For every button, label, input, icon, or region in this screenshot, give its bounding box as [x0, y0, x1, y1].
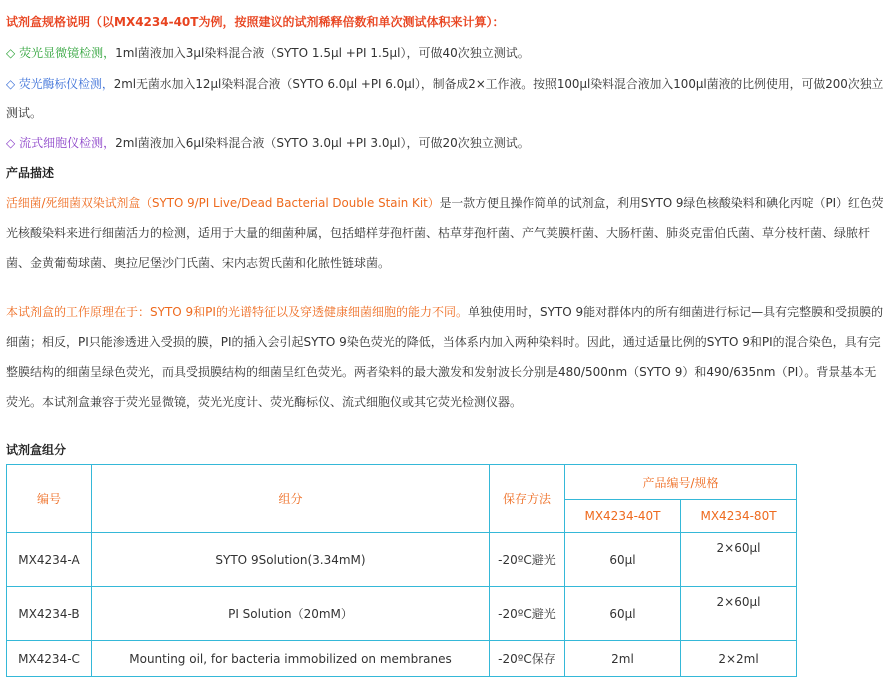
spec-item-text: 2ml无菌水加入12μl染料混合液（SYTO 6.0μl +PI 6.0μl），制备成2×工作液。按照100μl染料混合液加入100μl菌液的比例使用，可做200次独立	[113, 77, 884, 91]
table-row	[7, 533, 797, 587]
description-line-1	[6, 194, 883, 212]
spec-item-continuation: 测试。	[6, 106, 43, 120]
spec-item-label: 荧光显微镜检测，	[19, 46, 116, 60]
table-row	[7, 587, 797, 641]
cell-code: MX4234-C	[7, 641, 92, 677]
cell-code: MX4234-A	[7, 533, 92, 587]
diamond-icon: ◇	[6, 77, 16, 91]
kit-components-table	[6, 464, 797, 677]
cell-v80: 2×60μl	[681, 533, 797, 587]
spec-item-flow-cytometer	[6, 134, 530, 152]
cell-storage: -20ºC避光	[490, 533, 565, 587]
spec-item-label: 流式细胞仪检测，	[19, 136, 116, 150]
principle-line-1	[6, 303, 883, 321]
header-code: 编号	[7, 465, 92, 533]
table-header-row	[7, 465, 797, 500]
header-storage: 保存方法	[490, 465, 565, 533]
spec-item-label: 荧光酶标仪检测，	[18, 77, 114, 91]
cell-v80: 2×60μl	[681, 587, 797, 641]
cell-v40: 60μl	[565, 587, 681, 641]
header-spec-40t: MX4234-40T	[565, 500, 681, 533]
kit-heading: 试剂盒组分	[6, 443, 67, 457]
cell-component: SYTO 9Solution(3.34mM)	[92, 533, 490, 587]
cell-storage: -20ºC避光	[490, 587, 565, 641]
product-name: 活细菌/死细菌双染试剂盒（SYTO 9/PI Live/Dead Bacterial Double Stain Kit）	[6, 196, 440, 210]
header-spec-group: 产品编号/规格	[565, 465, 797, 500]
spec-item-text: 2ml菌液加入6μl染料混合液（SYTO 3.0μl +PI 3.0μl），可做20次独立测试。	[115, 136, 530, 150]
cell-v80: 2×2ml	[681, 641, 797, 677]
principle-line-3: 整膜结构的细菌呈绿色荧光，而具受损膜结构的细菌呈红色荧光。两者染料的最大激发和发射波长分别是480/500nm（SYTO 9）和490/635nm（PI）。背景基本无	[6, 365, 877, 379]
description-line-2: 光核酸染料来进行细菌活力的检测，适用于大量的细菌种属，包括蜡样芽孢杆菌、枯草芽孢杆菌、产气荚膜杆菌、大肠杆菌、肺炎克雷伯氏菌、草分枝杆菌、绿脓杆	[6, 226, 871, 240]
spec-item-microscope	[6, 44, 530, 62]
cell-storage: -20ºC保存	[490, 641, 565, 677]
cell-code: MX4234-B	[7, 587, 92, 641]
principle-line-4: 荧光。本试剂盒兼容于荧光显微镜，荧光光度计、荧光酶标仪、流式细胞仪或其它荧光检测仪器。	[6, 395, 523, 409]
cell-component: PI Solution（20mM）	[92, 587, 490, 641]
description-text: 是一款方便且操作简单的试剂盒，利用SYTO 9绿色核酸染料和碘化丙啶（PI）红色荧	[439, 196, 884, 210]
principle-text: 单独使用时，SYTO 9能对群体内的所有细菌进行标记—具有完整膜和受损膜的	[467, 305, 884, 319]
diamond-icon: ◇	[6, 136, 16, 150]
spec-item-plate-reader	[6, 75, 883, 93]
spec-item-text: 1ml菌液加入3μl染料混合液（SYTO 1.5μl +PI 1.5μl），可做40次独立测试。	[115, 46, 530, 60]
diamond-icon: ◇	[6, 46, 16, 60]
description-heading: 产品描述	[6, 166, 55, 180]
cell-v40: 60μl	[565, 533, 681, 587]
table-row	[7, 641, 797, 677]
cell-component: Mounting oil, for bacteria immobilized on membranes	[92, 641, 490, 677]
description-line-3: 菌、金黄葡萄球菌、奥拉尼堡沙门氏菌、宋内志贺氏菌和化脓性链球菌。	[6, 256, 391, 270]
principle-line-2: 细菌；相反，PI只能渗透进入受损的膜，PI的插入会引起SYTO 9染色荧光的降低，当体系内加入两种染料时。因此，通过适量比例的SYTO 9和PI的混合染色，具有完	[6, 335, 881, 349]
principle-highlight: 本试剂盒的工作原理在于：SYTO 9和PI的光谱特征以及穿透健康细菌细胞的能力不同。	[6, 305, 468, 319]
header-component: 组分	[92, 465, 490, 533]
spec-title: 试剂盒规格说明（以MX4234-40T为例，按照建议的试剂稀释倍数和单次测试体积来计算）：	[6, 15, 505, 29]
header-spec-80t: MX4234-80T	[681, 500, 797, 533]
cell-v40: 2ml	[565, 641, 681, 677]
